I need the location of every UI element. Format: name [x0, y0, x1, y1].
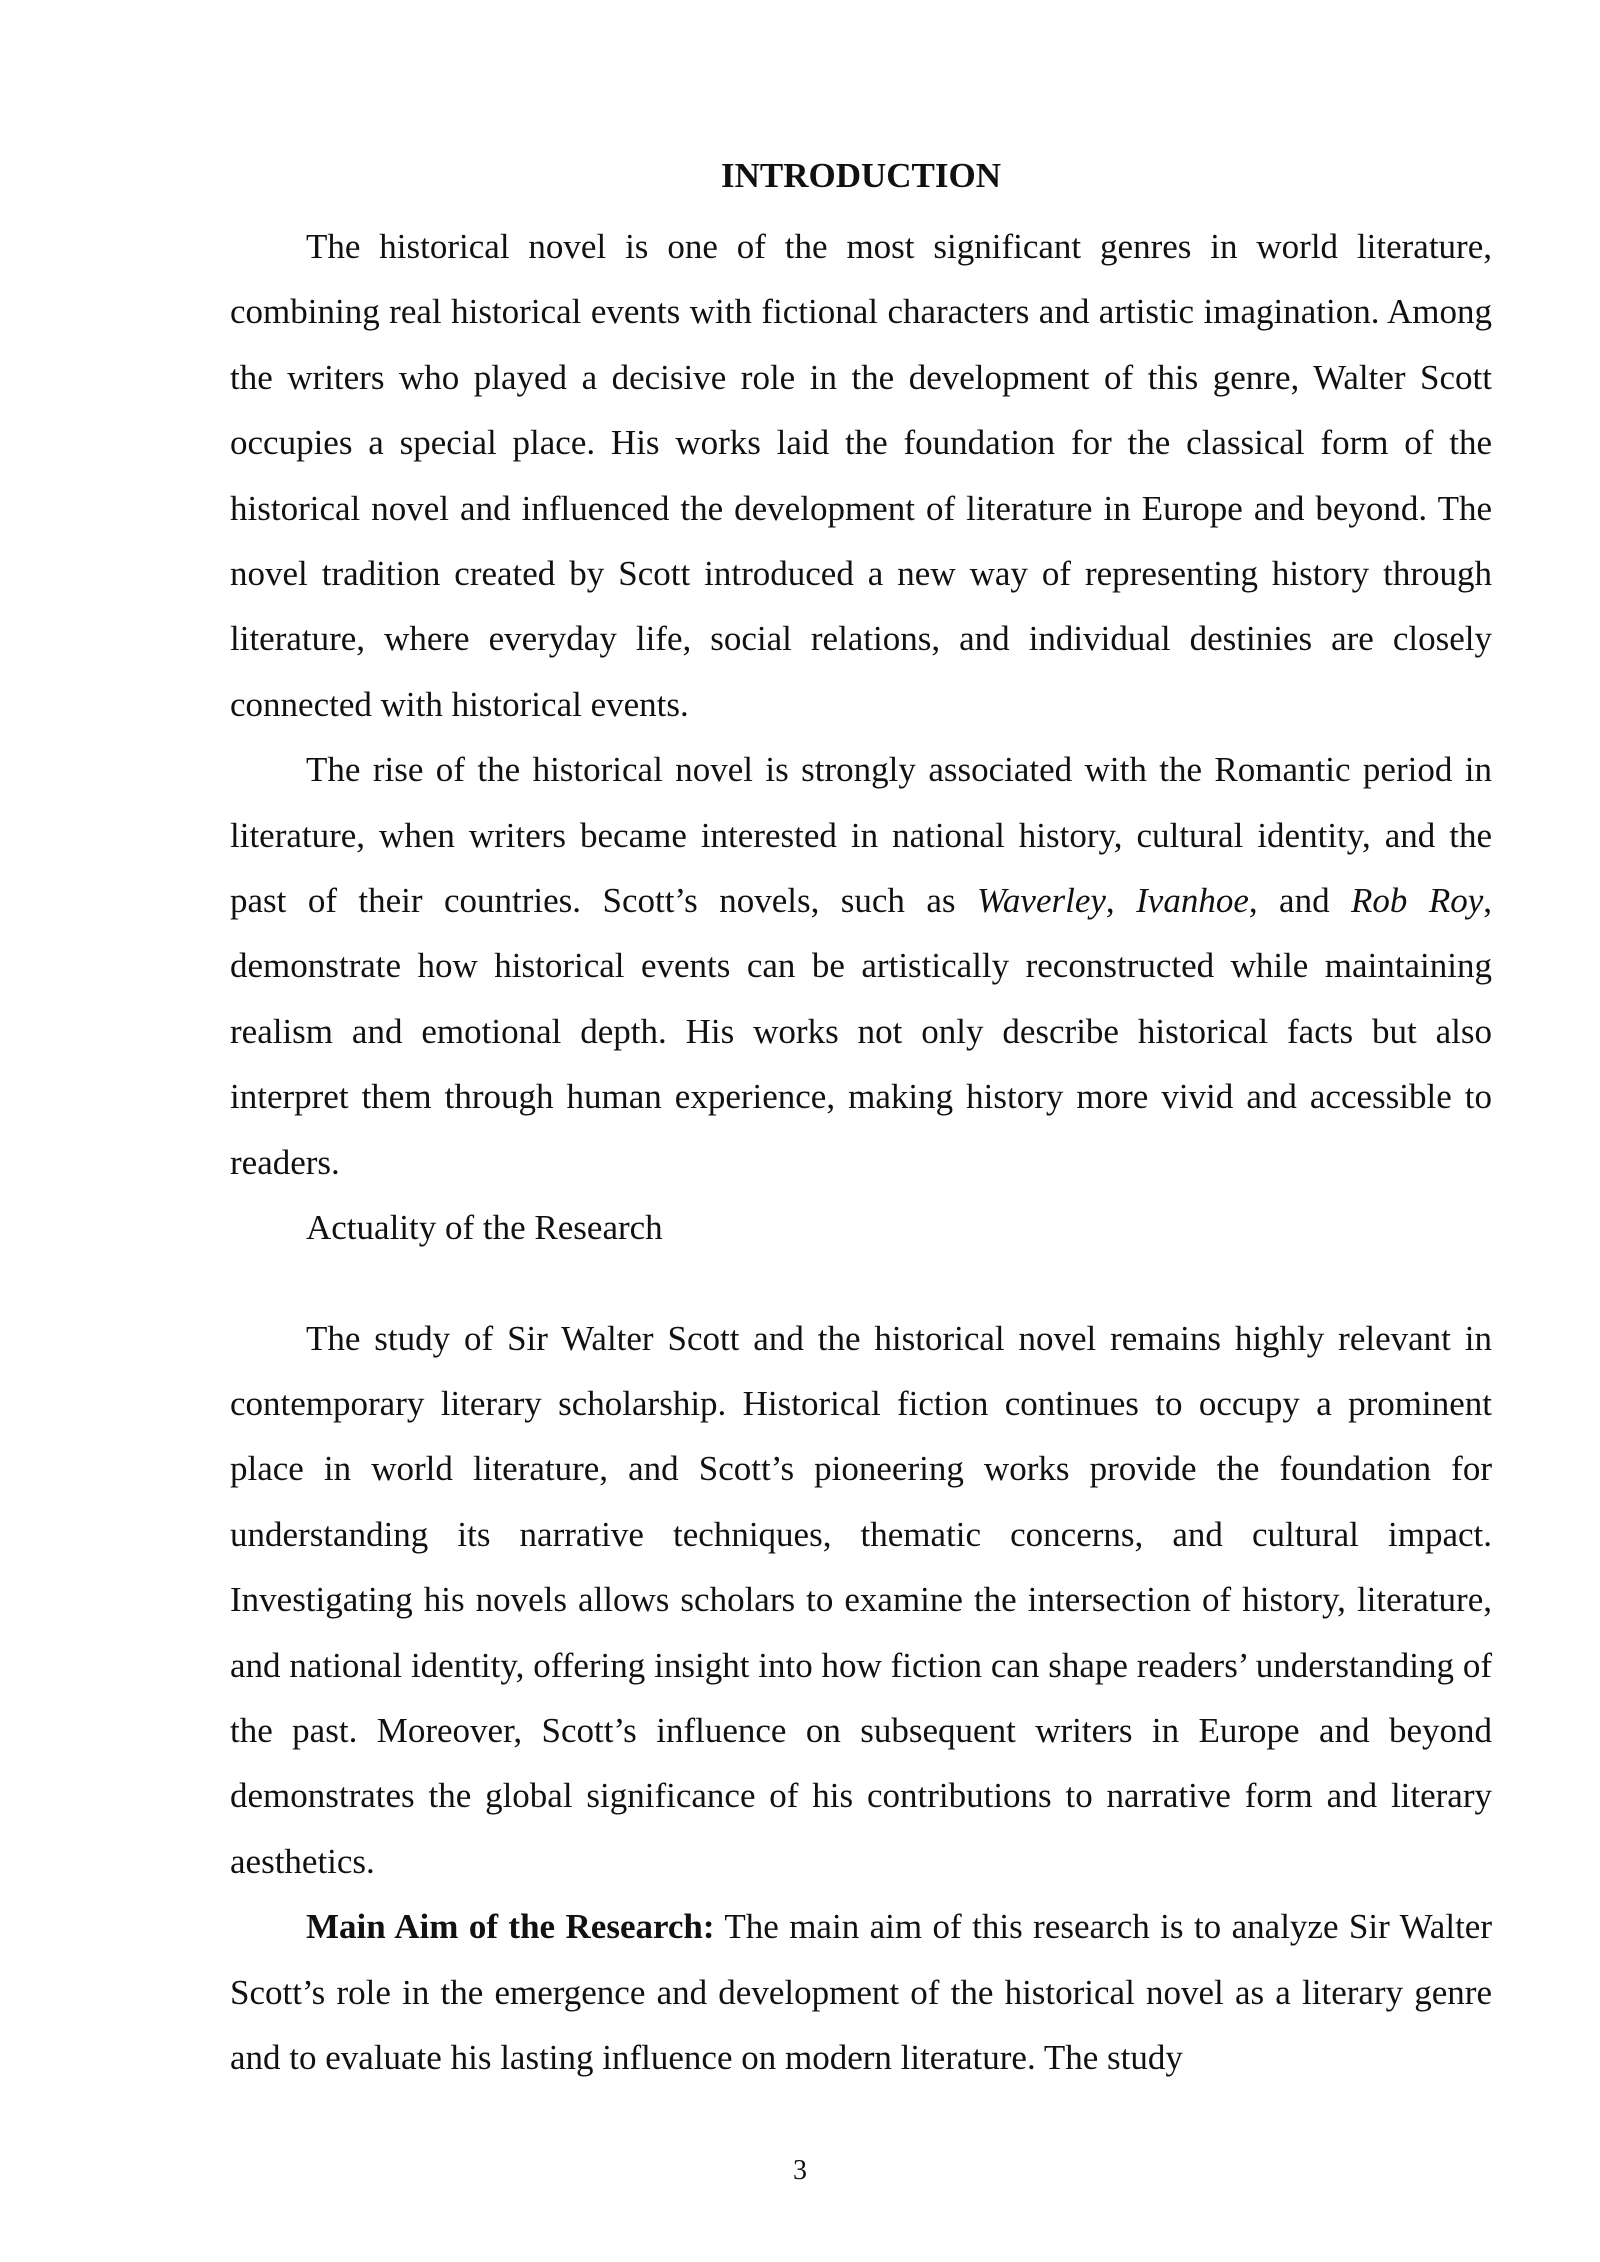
separator: , and [1248, 881, 1352, 921]
novel-title-rob-roy: Rob Roy [1351, 881, 1484, 921]
paragraph-text: , demonstrate how historical events can be artistically reconstructed while maintaining realism and emotional depth. His works not only describe historical facts but also interpret them through human experience, making history more vivid and accessible to readers. [230, 881, 1493, 1182]
paragraph-text: The rise of the historical novel is strongly associated with the Romantic period in literature, when writers became interested in national history, cultural identity, and the past of their countries. Scott’s novels, such as [230, 750, 1492, 921]
page-number: 3 [793, 2155, 807, 2186]
separator: , [1105, 881, 1137, 921]
romantic-period-paragraph [230, 737, 1492, 1195]
blank-line [230, 1261, 1492, 1306]
page-body [230, 148, 1492, 2090]
page-heading: INTRODUCTION [720, 156, 1002, 195]
paragraph-text: The main aim of this research is to analyze Sir Walter Scott’s role in the emergence and development of the historical novel as a literary genre and to evaluate his lasting influence on modern literature. The study [230, 1907, 1492, 2077]
intro-paragraph: The historical novel is one of the most significant genres in world literature, combining real historical events with fictional characters and artistic imagination. Among the writers who played a decisive role in the development of this genre, Walter Scott occupies a special place. His works laid the foundation for the classical form of the historical novel and influenced the development of literature in Europe and beyond. The novel tradition created by Scott introduced a new way of representing history through literature, where everyday life, social relations, and individual destinies are closely connected with historical events. [230, 227, 1492, 724]
section-title-actuality: Actuality of the Research [306, 1208, 663, 1248]
novel-title-waverley: Waverley [976, 881, 1106, 921]
main-aim-label: Main Aim of the Research: [306, 1907, 715, 1947]
novel-title-ivanhoe: Ivanhoe [1136, 881, 1249, 921]
actuality-paragraph: The study of Sir Walter Scott and the historical novel remains highly relevant in contemporary literary scholarship. Historical fiction continues to occupy a prominent place in world literature, and Scott’s pioneering works provide the foundation for understanding its narrative techniques, thematic concerns, and cultural impact. Investigating his novels allows scholars to examine the intersection of history, literature, and national identity, offering insight into how fiction can shape readers’ understanding of the past. Moreover, Scott’s influence on subsequent writers in Europe and beyond demonstrates the global significance of his contributions to narrative form and literary aesthetics. [230, 1318, 1492, 1881]
main-aim-paragraph [230, 1894, 1492, 2090]
